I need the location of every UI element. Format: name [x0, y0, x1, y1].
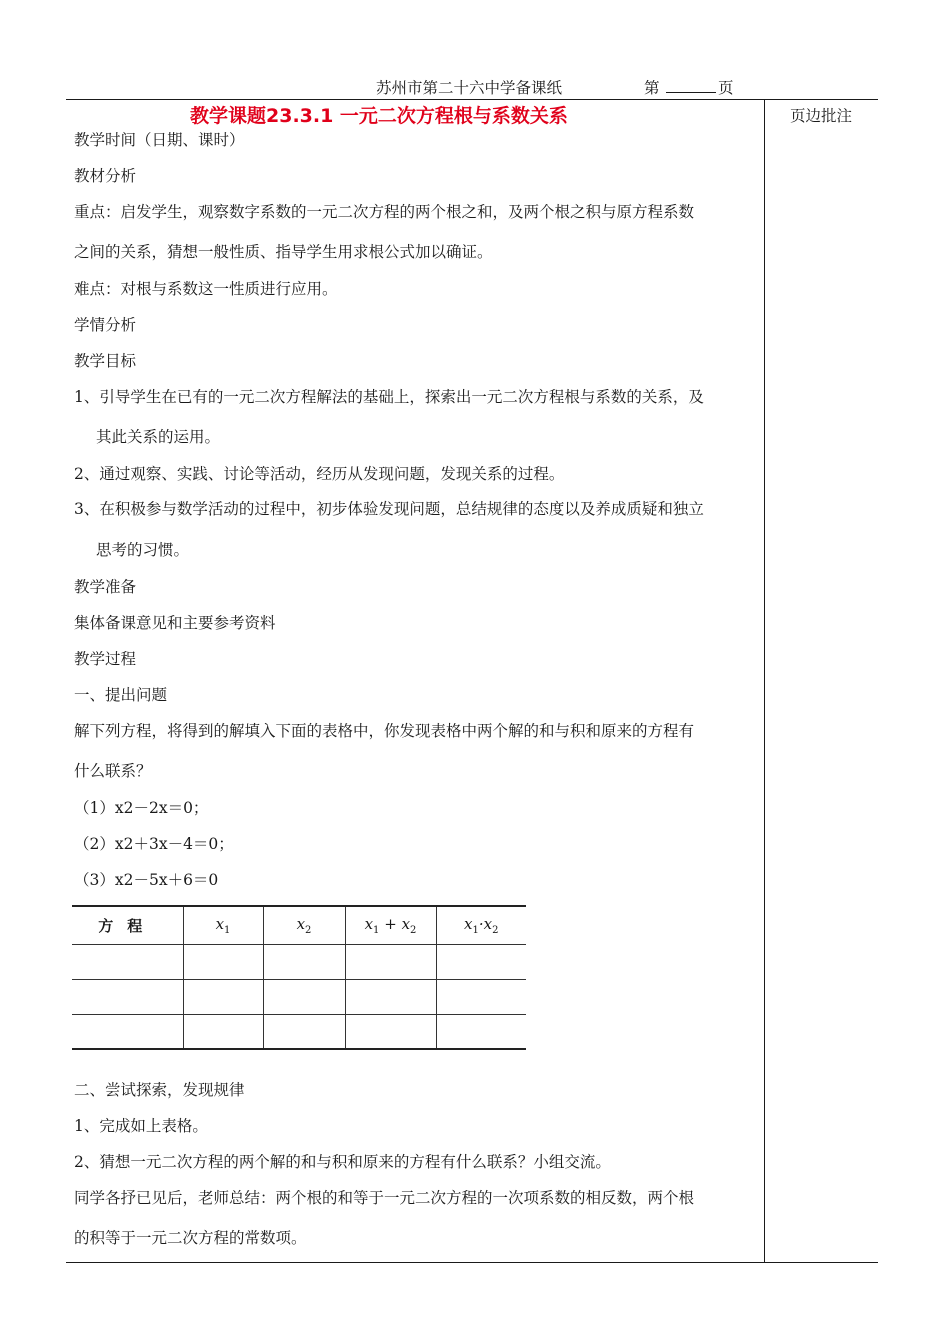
- key-point-line-2: 之间的关系，猜想一般性质、指导学生用求根公式加以确证。: [74, 243, 493, 261]
- goal-1-line-1: 1、引导学生在已有的一元二次方程解法的基础上，探索出一元二次方程根与系数的关系，及: [74, 388, 704, 406]
- table-cell[interactable]: [183, 944, 263, 979]
- page-number-suffix: 页: [718, 79, 734, 97]
- task-line-2: 什么联系？: [74, 762, 152, 780]
- teaching-time: 教学时间（日期、课时）: [74, 131, 245, 149]
- student-analysis-heading: 学情分析: [74, 316, 137, 334]
- table-row: [72, 944, 526, 979]
- table-cell[interactable]: [436, 944, 526, 979]
- table-cell[interactable]: [436, 979, 526, 1014]
- header-x1: $x_1$: [183, 906, 263, 944]
- header-x2: $x_2$: [263, 906, 345, 944]
- school-name: 苏州市第二十六中学备课纸: [376, 79, 563, 97]
- margin-notes-label: 页边批注: [790, 107, 853, 125]
- teaching-prep-text: 集体备课意见和主要参考资料: [74, 614, 276, 632]
- teaching-prep-heading: 教学准备: [74, 578, 137, 596]
- table-header-row: [72, 906, 526, 944]
- bottom-rule: [66, 1262, 878, 1263]
- margin-divider: [764, 99, 765, 1262]
- table-row: [72, 1014, 526, 1049]
- lesson-title: 教学课题23.3.1 一元二次方程根与系数关系: [190, 105, 568, 127]
- equation-2: （2）x2＋3x－4＝0；: [74, 835, 234, 853]
- table-cell[interactable]: [72, 1014, 183, 1049]
- table-cell[interactable]: [183, 1014, 263, 1049]
- page-header: [376, 76, 756, 98]
- summary-line-1: 同学各抒已见后，老师总结：两个根的和等于一元二次方程的一次项系数的相反数，两个根: [74, 1189, 695, 1207]
- table-cell[interactable]: [263, 1014, 345, 1049]
- roots-table: [72, 905, 526, 1050]
- difficulty-text: 难点：对根与系数这一性质进行应用。: [74, 280, 338, 298]
- table-cell[interactable]: [345, 1014, 436, 1049]
- summary-line-2: 的积等于一元二次方程的常数项。: [74, 1229, 307, 1247]
- equation-3: （3）x2－5x＋6＝0: [74, 871, 219, 889]
- section-1-heading: 一、提出问题: [74, 686, 168, 704]
- section-2-heading: 二、尝试探索，发现规律: [74, 1081, 245, 1099]
- teaching-process-heading: 教学过程: [74, 650, 137, 668]
- goal-3-line-2: 思考的习惯。: [96, 541, 190, 559]
- table-cell[interactable]: [263, 979, 345, 1014]
- table-cell[interactable]: [183, 979, 263, 1014]
- equation-1: （1）x2－2x＝0；: [74, 799, 209, 817]
- page-number-label: 第: [644, 79, 660, 97]
- page-number-blank: [666, 92, 716, 93]
- table-cell[interactable]: [263, 944, 345, 979]
- step-2: 2、猜想一元二次方程的两个解的和与积和原来的方程有什么联系？小组交流。: [74, 1153, 611, 1171]
- header-product: $x_1\cdot x_2$: [436, 906, 526, 944]
- header-equation: 方程: [72, 906, 183, 944]
- table-cell[interactable]: [436, 1014, 526, 1049]
- table-cell[interactable]: [345, 944, 436, 979]
- goal-3-line-1: 3、在积极参与数学活动的过程中，初步体验发现问题，总结规律的态度以及养成质疑和独立: [74, 500, 704, 518]
- table-cell[interactable]: [72, 979, 183, 1014]
- top-rule: [66, 99, 878, 100]
- goal-1-line-2: 其此关系的运用。: [96, 428, 221, 446]
- task-line-1: 解下列方程，将得到的解填入下面的表格中，你发现表格中两个解的和与积和原来的方程有: [74, 722, 695, 740]
- table-cell[interactable]: [72, 944, 183, 979]
- key-point-line-1: 重点：启发学生，观察数字系数的一元二次方程的两个根之和，及两个根之积与原方程系数: [74, 203, 695, 221]
- header-sum: $x_1 + x_2$: [345, 906, 436, 944]
- step-1: 1、完成如上表格。: [74, 1117, 208, 1135]
- table-row: [72, 979, 526, 1014]
- table-cell[interactable]: [345, 979, 436, 1014]
- teaching-goals-heading: 教学目标: [74, 352, 137, 370]
- material-analysis-heading: 教材分析: [74, 167, 137, 185]
- goal-2: 2、通过观察、实践、讨论等活动，经历从发现问题，发现关系的过程。: [74, 465, 565, 483]
